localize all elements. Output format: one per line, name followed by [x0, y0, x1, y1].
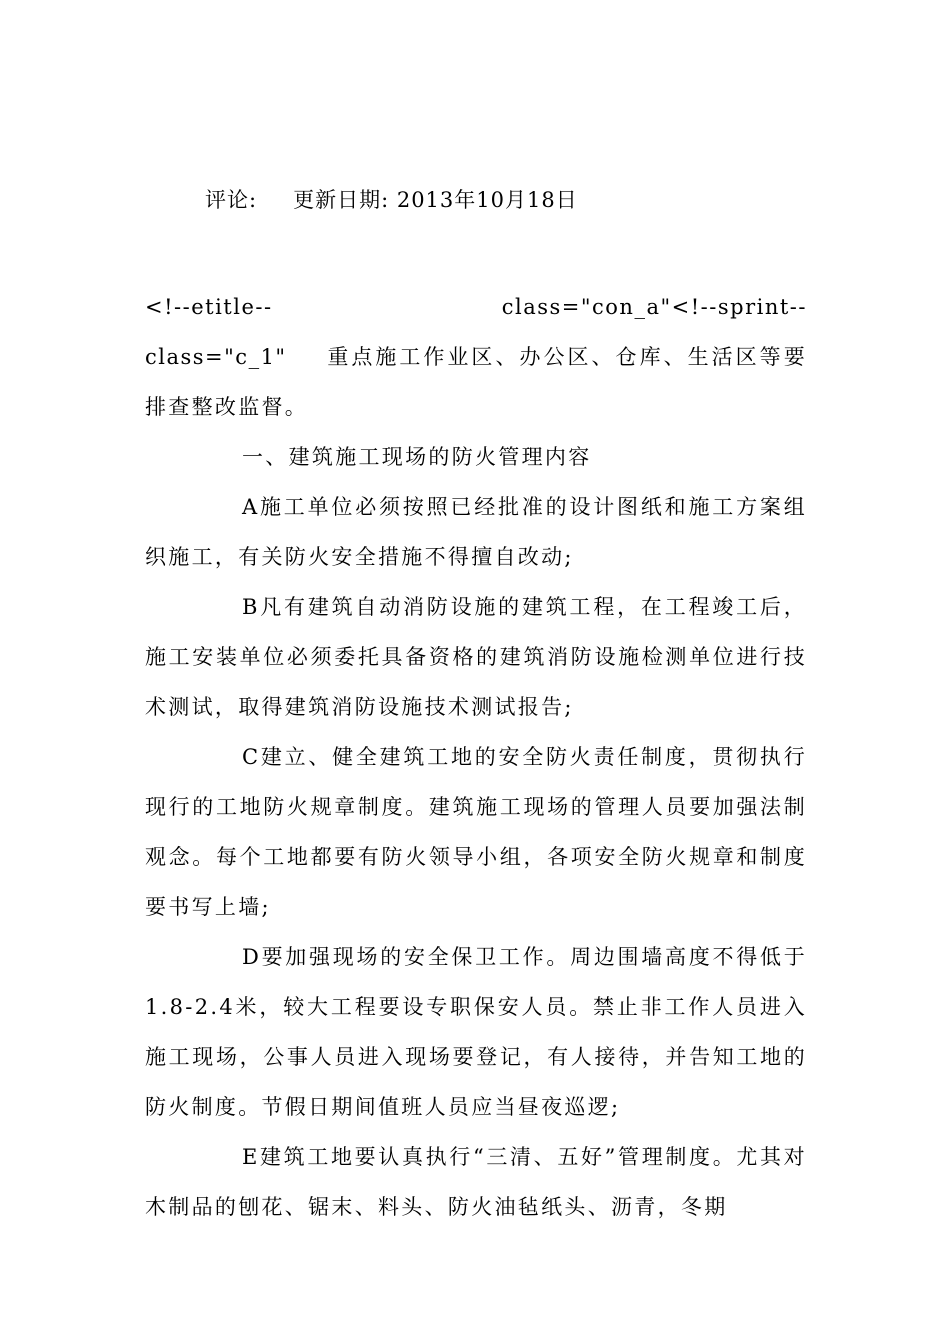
paragraph-a: A施工单位必须按照已经批准的设计图纸和施工方案组织施工，有关防火安全措施不得擅自改动; — [145, 495, 807, 569]
paragraph-c: C建立、健全建筑工地的安全防火责任制度，贯彻执行现行的工地防火规章制度。建筑施工现场的管理人员要加强法制观念。每个工地都要有防火领导小组，各项安全防火规章和制度要书写上墙; — [145, 745, 807, 919]
paragraph-d: D要加强现场的安全保卫工作。周边围墙高度不得低于1.8-2.4米，较大工程要设专职保安人员。禁止非工作人员进入施工现场，公事人员进入现场要登记，有人接待，并告知工地的防火制度。节假日期间值班人员应当昼夜巡逻; — [145, 945, 807, 1119]
document-body — [145, 282, 807, 1232]
update-date: 更新日期: 2013年10月18日 — [293, 188, 578, 212]
code-line-1 — [145, 282, 807, 332]
code-fragment-etitle: <!--etitle-- — [145, 295, 273, 319]
code-fragment-class: class="c_1" — [145, 345, 287, 369]
section-heading: 一、建筑施工现场的防火管理内容 — [242, 445, 592, 469]
code-paragraph — [145, 332, 807, 432]
paragraph-e: E建筑工地要认真执行“三清、五好”管理制度。尤其对木制品的刨花、锯末、料头、防火油毡纸头、沥青，冬期 — [145, 1145, 807, 1219]
paragraph-b: B凡有建筑自动消防设施的建筑工程，在工程竣工后，施工安装单位必须委托具备资格的建筑消防设施检测单位进行技术测试，取得建筑消防设施技术测试报告; — [145, 595, 807, 719]
code-fragment-sprint: class="con_a"<!--sprint-- — [501, 295, 807, 319]
comment-label: 评论: — [205, 188, 258, 212]
meta-line — [205, 183, 578, 217]
code-paragraph-text: 重点施工作业区、办公区、仓库、生活区等要排查整改监督。 — [145, 345, 807, 419]
